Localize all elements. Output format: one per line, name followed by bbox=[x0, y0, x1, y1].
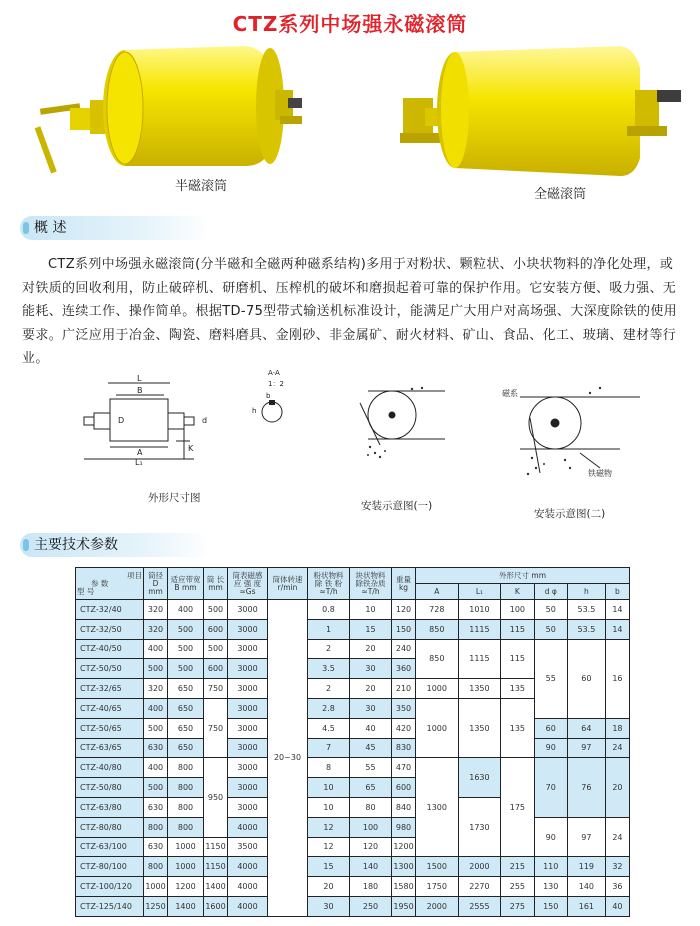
table-cell: 500 bbox=[204, 639, 228, 659]
table-cell: 850 bbox=[416, 619, 459, 639]
table-cell: 3000 bbox=[228, 659, 268, 679]
model-cell: CTZ-50/65 bbox=[76, 718, 144, 738]
table-cell: 2000 bbox=[458, 857, 501, 877]
table-cell: 250 bbox=[350, 896, 392, 916]
table-cell: 255 bbox=[501, 877, 534, 897]
table-cell: 3000 bbox=[228, 639, 268, 659]
table-cell: 135 bbox=[501, 679, 534, 699]
table-cell: 18 bbox=[605, 718, 629, 738]
header-weight: 重量 kg bbox=[392, 568, 416, 600]
header-block: 块状物料 除铁杂质 ≈T/h bbox=[350, 568, 392, 600]
table-cell: 500 bbox=[144, 718, 168, 738]
table-cell: 600 bbox=[204, 659, 228, 679]
table-cell: 24 bbox=[605, 817, 629, 857]
table-cell: 400 bbox=[144, 698, 168, 718]
table-cell: 97 bbox=[567, 738, 605, 758]
table-cell: 630 bbox=[144, 837, 168, 857]
table-cell: 600 bbox=[392, 778, 416, 798]
speed-cell: 20~30 bbox=[268, 600, 308, 917]
table-cell: 3.5 bbox=[308, 659, 350, 679]
table-cell: 1000 bbox=[416, 698, 459, 757]
half-drum-caption: 半磁滚筒 bbox=[175, 179, 228, 194]
table-row bbox=[76, 639, 630, 659]
overview-heading: 概 述 bbox=[20, 216, 210, 240]
table-cell: 2555 bbox=[458, 896, 501, 916]
table-cell: 1 bbox=[308, 619, 350, 639]
table-cell: 840 bbox=[392, 797, 416, 817]
table-cell: 135 bbox=[501, 698, 534, 757]
table-cell: 4.5 bbox=[308, 718, 350, 738]
table-cell: 800 bbox=[168, 758, 204, 778]
table-cell: 110 bbox=[534, 857, 567, 877]
table-cell: 1200 bbox=[168, 877, 204, 897]
table-cell: 12 bbox=[308, 817, 350, 837]
table-cell: 240 bbox=[392, 639, 416, 659]
table-cell: 3000 bbox=[228, 698, 268, 718]
table-cell: 55 bbox=[534, 639, 567, 718]
table-cell: 420 bbox=[392, 718, 416, 738]
table-cell: 50 bbox=[534, 600, 567, 620]
table-cell: 3000 bbox=[228, 758, 268, 778]
table-cell: 2000 bbox=[416, 896, 459, 916]
table-cell: 750 bbox=[204, 698, 228, 757]
table-cell: 115 bbox=[501, 639, 534, 679]
table-cell: 1600 bbox=[204, 896, 228, 916]
table-cell: 36 bbox=[605, 877, 629, 897]
table-cell: 1500 bbox=[416, 857, 459, 877]
page-title: CTZ系列中场强永磁滚筒 bbox=[232, 12, 468, 36]
table-cell: 2270 bbox=[458, 877, 501, 897]
dim-B-label: B bbox=[137, 386, 143, 395]
header-b: b bbox=[605, 584, 629, 600]
section-scale: 1：2 bbox=[268, 380, 284, 388]
header-length: 筒 长 mm bbox=[204, 568, 228, 600]
table-cell: 1200 bbox=[392, 837, 416, 857]
table-cell: 2.8 bbox=[308, 698, 350, 718]
section-aa-drawing bbox=[248, 368, 298, 428]
table-cell: 1400 bbox=[204, 877, 228, 897]
model-cell: CTZ-32/40 bbox=[76, 600, 144, 620]
table-cell: 4000 bbox=[228, 857, 268, 877]
table-cell: 50 bbox=[534, 619, 567, 639]
table-cell: 1000 bbox=[144, 877, 168, 897]
table-cell: 60 bbox=[567, 639, 605, 718]
table-cell: 64 bbox=[567, 718, 605, 738]
model-cell: CTZ-125/140 bbox=[76, 896, 144, 916]
table-cell: 2 bbox=[308, 639, 350, 659]
header-item-model: 项目 参 数 型 号 bbox=[76, 568, 144, 600]
table-cell: 80 bbox=[350, 797, 392, 817]
table-cell: 750 bbox=[204, 679, 228, 699]
table-cell: 10 bbox=[350, 600, 392, 620]
model-cell: CTZ-50/80 bbox=[76, 778, 144, 798]
table-cell: 850 bbox=[416, 639, 459, 679]
table-cell: 1750 bbox=[416, 877, 459, 897]
table-cell: 3000 bbox=[228, 679, 268, 699]
table-cell: 150 bbox=[392, 619, 416, 639]
full-magnetic-drum-photo bbox=[395, 38, 685, 188]
params-heading: 主要技术参数 bbox=[20, 533, 210, 557]
dim-d-label: d bbox=[202, 416, 208, 425]
table-cell: 3000 bbox=[228, 619, 268, 639]
model-cell: CTZ-40/80 bbox=[76, 758, 144, 778]
table-cell: 14 bbox=[605, 619, 629, 639]
table-cell: 7 bbox=[308, 738, 350, 758]
bullet-icon bbox=[23, 539, 29, 551]
model-cell: CTZ-63/65 bbox=[76, 738, 144, 758]
table-cell: 210 bbox=[392, 679, 416, 699]
table-cell: 24 bbox=[605, 738, 629, 758]
dim-D-label: D bbox=[118, 416, 125, 425]
table-cell: 120 bbox=[392, 600, 416, 620]
table-cell: 53.5 bbox=[567, 600, 605, 620]
table-cell: 1250 bbox=[144, 896, 168, 916]
table-cell: 90 bbox=[534, 817, 567, 857]
table-cell: 3000 bbox=[228, 778, 268, 798]
dim-b-label: b bbox=[266, 392, 271, 400]
table-row bbox=[76, 817, 630, 837]
table-cell: 1400 bbox=[168, 896, 204, 916]
table-cell: 650 bbox=[168, 718, 204, 738]
table-cell: 60 bbox=[534, 718, 567, 738]
table-cell: 1300 bbox=[392, 857, 416, 877]
table-cell: 40 bbox=[605, 896, 629, 916]
magnet-system-label: 磁系 bbox=[502, 389, 518, 398]
table-cell: 175 bbox=[501, 758, 534, 857]
model-cell: CTZ-32/65 bbox=[76, 679, 144, 699]
dim-A-label: A bbox=[137, 448, 143, 457]
table-cell: 100 bbox=[501, 600, 534, 620]
table-cell: 470 bbox=[392, 758, 416, 778]
table-cell: 650 bbox=[168, 738, 204, 758]
table-cell: 320 bbox=[144, 600, 168, 620]
table-cell: 0.8 bbox=[308, 600, 350, 620]
table-cell: 97 bbox=[567, 817, 605, 857]
table-cell: 500 bbox=[144, 659, 168, 679]
table-cell: 76 bbox=[567, 758, 605, 817]
table-cell: 830 bbox=[392, 738, 416, 758]
model-cell: CTZ-40/50 bbox=[76, 639, 144, 659]
technical-parameters-table bbox=[75, 567, 630, 917]
table-cell: 32 bbox=[605, 857, 629, 877]
table-cell: 800 bbox=[168, 797, 204, 817]
overview-text: CTZ系列中场强永磁滚筒(分半磁和全磁两种磁系结构)多用于对粉状、颗粒状、小块状物料的净化处理，或对铁质的回收利用，防止破碎机、研磨机、压榨机的破坏和磨损起着可靠的保护作用。它安装方便、吸力强、无能耗、连续工作、操作简单。根据TD-75型带式输送机标准设计，能满足广大用户对高场强、大深度除铁的使用要求。广泛应用于冶金、陶瓷、磨料磨具、金刚砂、非金属矿、耐火材料、矿山、食品、化工、玻璃、建材等行业。 bbox=[22, 257, 678, 366]
table-cell: 728 bbox=[416, 600, 459, 620]
table-cell: 500 bbox=[168, 639, 204, 659]
outline-caption: 外形尺寸图 bbox=[148, 492, 201, 504]
table-cell: 130 bbox=[534, 877, 567, 897]
installation-diagram-1 bbox=[350, 385, 450, 465]
dim-K-label: K bbox=[188, 444, 194, 453]
model-cell: CTZ-50/50 bbox=[76, 659, 144, 679]
table-cell: 320 bbox=[144, 679, 168, 699]
table-cell: 600 bbox=[204, 619, 228, 639]
table-cell: 500 bbox=[144, 778, 168, 798]
table-cell: 400 bbox=[144, 758, 168, 778]
table-cell: 500 bbox=[168, 659, 204, 679]
table-cell: 1950 bbox=[392, 896, 416, 916]
table-cell: 1150 bbox=[204, 837, 228, 857]
header-dphi: d φ bbox=[534, 584, 567, 600]
table-cell: 140 bbox=[350, 857, 392, 877]
table-cell: 30 bbox=[308, 896, 350, 916]
table-cell: 275 bbox=[501, 896, 534, 916]
table-cell: 1000 bbox=[416, 679, 459, 699]
table-cell: 3000 bbox=[228, 738, 268, 758]
bullet-icon bbox=[23, 222, 29, 234]
table-cell: 20 bbox=[350, 639, 392, 659]
table-cell: 20 bbox=[308, 877, 350, 897]
table-cell: 980 bbox=[392, 817, 416, 837]
table-cell: 1580 bbox=[392, 877, 416, 897]
table-cell: 140 bbox=[567, 877, 605, 897]
header-diameter: 筒径 D mm bbox=[144, 568, 168, 600]
header-dimensions: 外形尺寸 mm bbox=[416, 568, 630, 584]
header-speed: 筒体转速 r/min bbox=[268, 568, 308, 600]
table-row bbox=[76, 738, 630, 758]
model-cell: CTZ-100/120 bbox=[76, 877, 144, 897]
table-cell: 3000 bbox=[228, 600, 268, 620]
table-cell: 1000 bbox=[168, 837, 204, 857]
table-cell: 400 bbox=[168, 600, 204, 620]
table-row bbox=[76, 896, 630, 916]
table-cell: 4000 bbox=[228, 817, 268, 837]
table-cell: 70 bbox=[534, 758, 567, 817]
table-cell: 90 bbox=[534, 738, 567, 758]
table-cell: 20 bbox=[605, 758, 629, 817]
table-cell: 3000 bbox=[228, 718, 268, 738]
header-field: 筒表磁感 应 强 度 ≈Gs bbox=[228, 568, 268, 600]
table-cell: 30 bbox=[350, 698, 392, 718]
table-row bbox=[76, 758, 630, 778]
table-cell: 800 bbox=[168, 817, 204, 837]
table-cell: 20 bbox=[350, 679, 392, 699]
table-cell: 4000 bbox=[228, 896, 268, 916]
table-row bbox=[76, 718, 630, 738]
header-h: h bbox=[567, 584, 605, 600]
table-cell: 14 bbox=[605, 600, 629, 620]
table-cell: 800 bbox=[144, 817, 168, 837]
table-cell: 150 bbox=[534, 896, 567, 916]
table-cell: 1300 bbox=[416, 758, 459, 857]
model-cell: CTZ-40/65 bbox=[76, 698, 144, 718]
install2-caption: 安装示意图(二) bbox=[534, 508, 606, 520]
table-cell: 500 bbox=[168, 619, 204, 639]
dim-h-label: h bbox=[252, 407, 257, 415]
half-magnetic-drum-photo bbox=[30, 38, 310, 178]
table-cell: 16 bbox=[605, 639, 629, 718]
table-cell: 650 bbox=[168, 698, 204, 718]
table-cell: 800 bbox=[144, 857, 168, 877]
outline-dimension-drawing bbox=[80, 375, 230, 465]
model-cell: CTZ-80/80 bbox=[76, 817, 144, 837]
table-row bbox=[76, 857, 630, 877]
table-cell: 1115 bbox=[458, 619, 501, 639]
model-cell: CTZ-63/80 bbox=[76, 797, 144, 817]
table-cell: 45 bbox=[350, 738, 392, 758]
table-header-row bbox=[76, 568, 630, 584]
table-cell: 53.5 bbox=[567, 619, 605, 639]
table-cell: 1000 bbox=[168, 857, 204, 877]
table-cell: 120 bbox=[350, 837, 392, 857]
table-cell: 100 bbox=[350, 817, 392, 837]
table-cell: 161 bbox=[567, 896, 605, 916]
table-cell: 1010 bbox=[458, 600, 501, 620]
table-cell: 119 bbox=[567, 857, 605, 877]
iron-matter-label: 铁磁物 bbox=[588, 469, 612, 478]
table-cell: 4000 bbox=[228, 877, 268, 897]
section-label: A-A bbox=[268, 369, 280, 377]
table-cell: 630 bbox=[144, 738, 168, 758]
table-cell: 1730 bbox=[458, 797, 501, 856]
table-cell: 650 bbox=[168, 679, 204, 699]
table-row bbox=[76, 877, 630, 897]
header-belt-width: 适应带宽 B mm bbox=[168, 568, 204, 600]
table-cell: 15 bbox=[308, 857, 350, 877]
table-cell: 800 bbox=[168, 778, 204, 798]
table-cell: 40 bbox=[350, 718, 392, 738]
table-cell: 320 bbox=[144, 619, 168, 639]
model-cell: CTZ-32/50 bbox=[76, 619, 144, 639]
header-K: K bbox=[501, 584, 534, 600]
table-cell: 1150 bbox=[204, 857, 228, 877]
full-drum-caption: 全磁滚筒 bbox=[534, 187, 587, 202]
table-cell: 12 bbox=[308, 837, 350, 857]
table-cell: 1350 bbox=[458, 679, 501, 699]
table-cell: 115 bbox=[501, 619, 534, 639]
table-cell: 1350 bbox=[458, 698, 501, 757]
table-cell: 1115 bbox=[458, 639, 501, 679]
table-cell: 1630 bbox=[458, 758, 501, 798]
model-cell: CTZ-80/100 bbox=[76, 857, 144, 877]
table-cell: 630 bbox=[144, 797, 168, 817]
table-cell: 400 bbox=[144, 639, 168, 659]
dim-L1-label: L₁ bbox=[135, 458, 143, 465]
table-cell: 180 bbox=[350, 877, 392, 897]
table-cell: 55 bbox=[350, 758, 392, 778]
table-cell: 30 bbox=[350, 659, 392, 679]
table-cell: 500 bbox=[204, 600, 228, 620]
header-A: A bbox=[416, 584, 459, 600]
table-cell: 215 bbox=[501, 857, 534, 877]
install1-caption: 安装示意图(一) bbox=[361, 500, 433, 512]
header-L1: L₁ bbox=[458, 584, 501, 600]
table-row bbox=[76, 600, 630, 620]
table-cell: 3500 bbox=[228, 837, 268, 857]
installation-diagram-2 bbox=[500, 378, 650, 483]
dim-L-label: L bbox=[137, 375, 142, 383]
table-cell: 65 bbox=[350, 778, 392, 798]
table-cell: 2 bbox=[308, 679, 350, 699]
table-cell: 10 bbox=[308, 778, 350, 798]
header-powder: 粉状物料 除 铁 粉 ≈T/h bbox=[308, 568, 350, 600]
table-cell: 360 bbox=[392, 659, 416, 679]
table-cell: 8 bbox=[308, 758, 350, 778]
table-row bbox=[76, 619, 630, 639]
table-cell: 950 bbox=[204, 758, 228, 837]
table-cell: 3000 bbox=[228, 797, 268, 817]
table-cell: 10 bbox=[308, 797, 350, 817]
model-cell: CTZ-63/100 bbox=[76, 837, 144, 857]
table-cell: 350 bbox=[392, 698, 416, 718]
table-cell: 15 bbox=[350, 619, 392, 639]
